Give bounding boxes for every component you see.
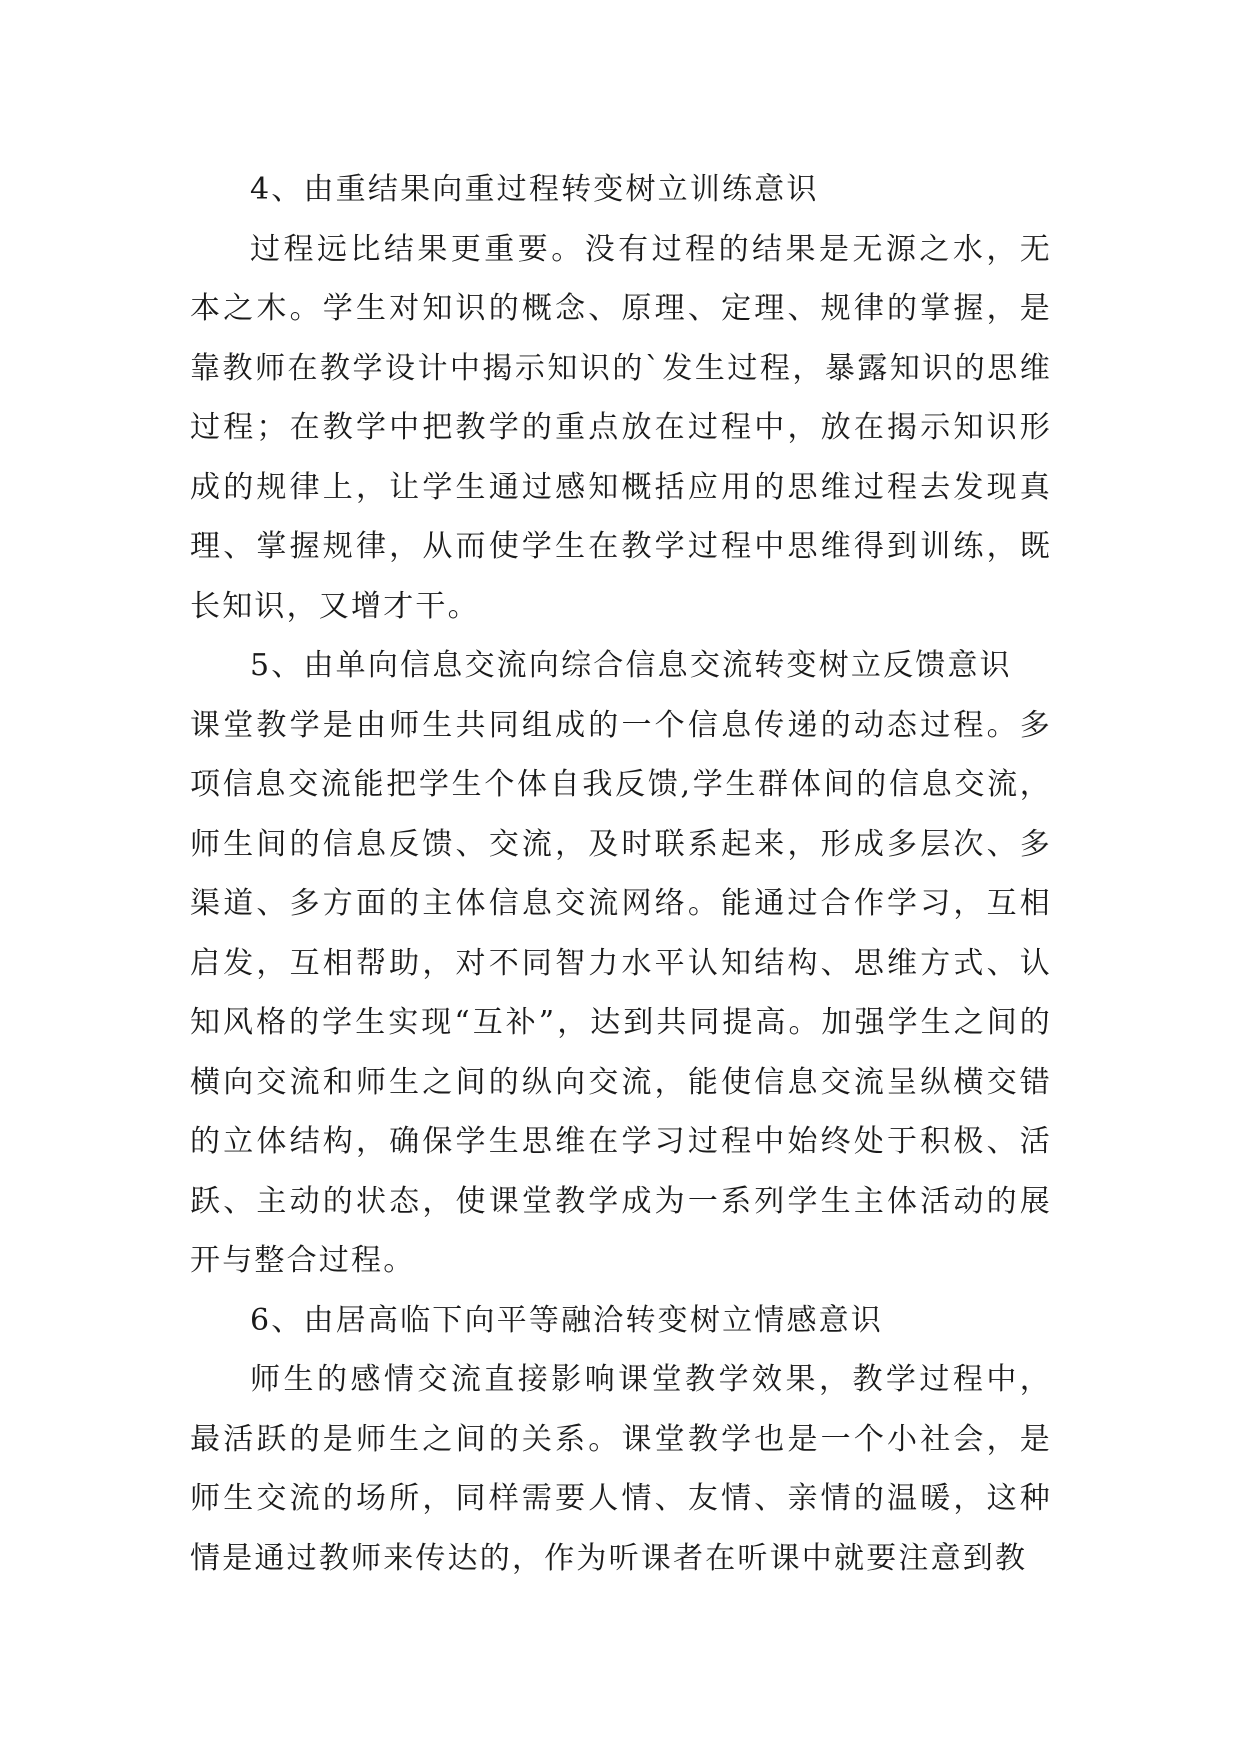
document-body [190,160,1052,1588]
section-heading-4: 4、由重结果向重过程转变树立训练意识 [250,172,819,207]
section-heading-6: 6、由居高临下向平等融洽转变树立情感意识 [250,1302,884,1338]
paragraph-feedback: 课堂教学是由师生共同组成的一个信息传递的动态过程。多项信息交流能把学生个体自我反馈,学生群体间的信息交流，师生间的信息反馈、交流，及时联系起来，形成多层次、多渠道、多方面的主体信息交流网络。能通过合作学习，互相启发，互相帮助，对不同智力水平认知结构、思维方式、认知风格的学生实现“互补”，达到共同提高。加强学生之间的横向交流和师生之间的纵向交流，能使信息交流呈纵横交错的立体结构，确保学生思维在学习过程中始终处于积极、活跃、主动的状态，使课堂教学成为一系列学生主体活动的展开与整合过程。 [190,707,1052,1278]
paragraph-process: 过程远比结果更重要。没有过程的结果是无源之水，无本之木。学生对知识的概念、原理、定理、规律的掌握，是靠教师在教学设计中揭示知识的`发生过程，暴露知识的思维过程；在教学中把教学的重点放在过程中，放在揭示知识形成的规律上，让学生通过感知概括应用的思维过程去发现真理、掌握规律，从而使学生在教学过程中思维得到训练，既长知识，又增才干。 [190,231,1052,624]
section-heading-5: 5、由单向信息交流向综合信息交流转变树立反馈意识 [250,648,1012,683]
paragraph-emotion: 师生的感情交流直接影响课堂教学效果，教学过程中，最活跃的是师生之间的关系。课堂教学也是一个小社会，是师生交流的场所，同样需要人情、友情、亲情的温暖，这种情是通过教师来传达的，作为听课者在听课中就要注意到教 [190,1362,1052,1576]
